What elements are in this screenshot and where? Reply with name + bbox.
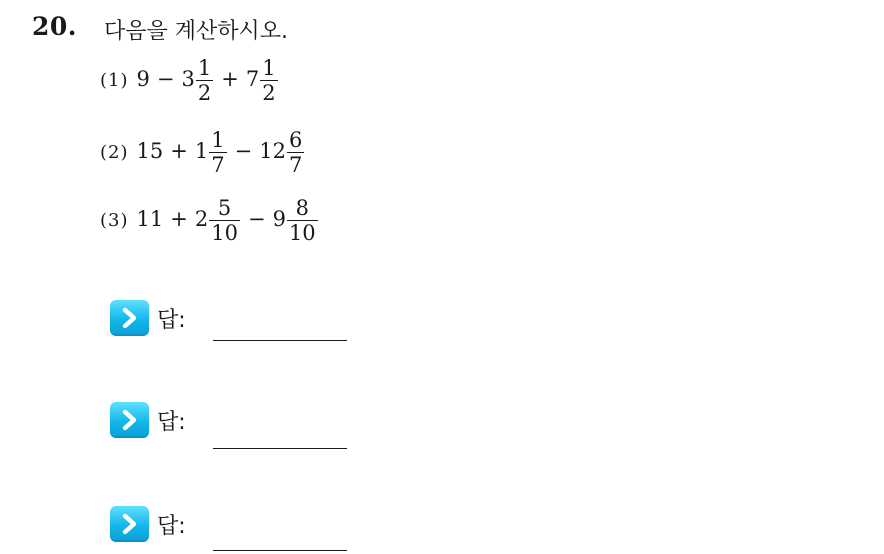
answer-blank-1[interactable] [213,340,347,341]
operator: − [156,66,175,91]
numerator: 1 [211,127,225,152]
chevron-right-icon [110,300,149,336]
problem-label: (2) [100,141,129,163]
fraction [287,128,304,177]
fraction [260,56,277,105]
operator: + [170,138,188,163]
whole-number: 12 [259,138,286,163]
numerator: 6 [288,127,303,152]
denominator: 2 [197,80,212,105]
fraction [209,128,226,177]
numerator: 8 [295,195,309,220]
denominator: 2 [262,80,276,105]
numerator: 5 [217,195,232,220]
problem-label: (1) [100,69,129,91]
answer-row-2 [110,400,186,440]
number: 11 [136,206,164,231]
answer-blank-3[interactable] [213,550,347,551]
number: 9 [136,66,150,91]
fraction [209,196,240,245]
number: 15 [136,138,164,163]
answer-row-1 [110,298,186,338]
chevron-right-icon [110,506,149,542]
problem-2 [100,120,305,184]
operator: − [234,138,253,163]
operator: − [247,206,266,231]
operator: + [170,206,188,231]
answer-label: 답: [157,513,186,539]
denominator: 7 [288,152,303,177]
answer-blank-2[interactable] [213,448,347,449]
question-instruction: 다음을 계산하시오. [104,19,289,44]
numerator: 1 [262,55,276,80]
whole-number: 9 [272,206,286,231]
problem-label: (3) [100,209,129,231]
answer-label: 답: [157,307,186,333]
answer-label: 답: [157,409,186,435]
denominator: 10 [288,220,316,245]
chevron-right-icon [110,402,149,438]
whole-number: 2 [194,206,209,231]
question-number: 20. [32,12,77,41]
fraction [196,56,213,105]
problem-1 [100,48,279,112]
problem-3 [100,188,319,252]
whole-number: 7 [245,66,260,91]
whole-number: 1 [194,138,209,163]
whole-number: 3 [181,66,195,91]
expression [137,56,279,105]
denominator: 7 [211,152,225,177]
expression [137,196,319,245]
expression [137,128,306,177]
fraction [287,196,318,245]
numerator: 1 [197,55,212,80]
denominator: 10 [211,220,238,245]
operator: + [221,66,239,91]
answer-row-3 [110,504,186,544]
